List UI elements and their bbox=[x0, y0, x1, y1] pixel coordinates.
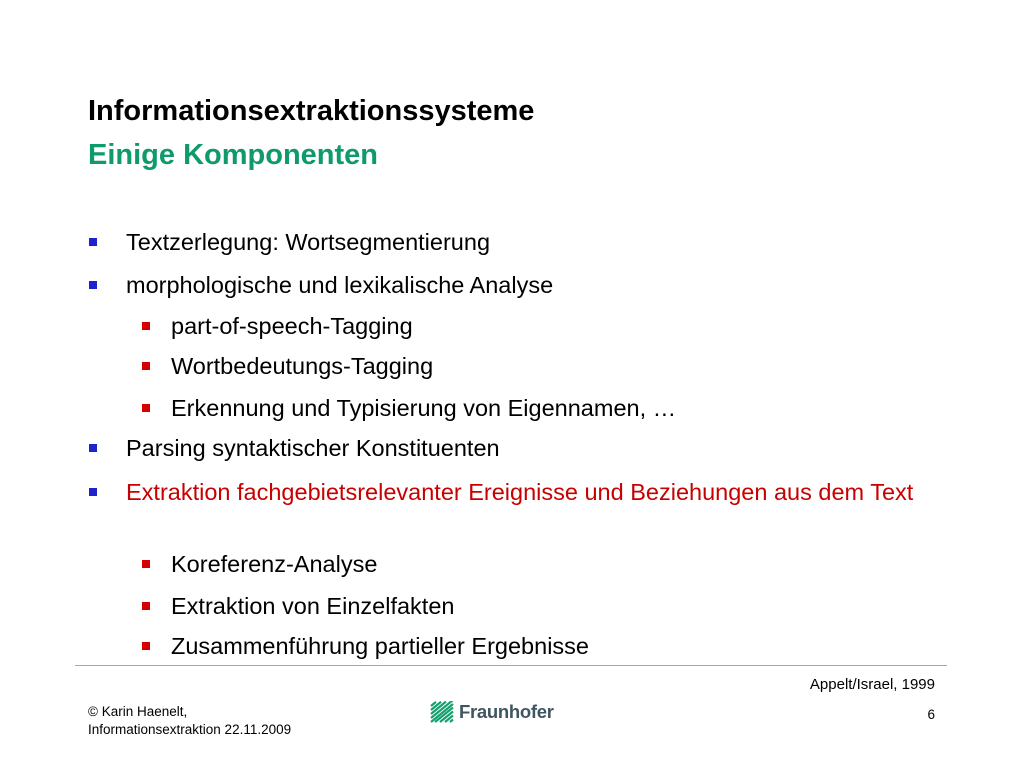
footer-divider bbox=[75, 665, 947, 666]
bullet-text: Extraktion von Einzelfakten bbox=[171, 593, 455, 619]
bullet-square-icon bbox=[89, 281, 97, 289]
sub-bullet-item bbox=[171, 392, 676, 425]
bullet-text: Parsing syntaktischer Konstituenten bbox=[126, 435, 500, 461]
slide-subtitle: Einige Komponenten bbox=[88, 139, 378, 171]
logo-text: Fraunhofer bbox=[459, 701, 554, 722]
fraunhofer-logo-icon bbox=[430, 701, 454, 723]
bullet-text: morphologische und lexikalische Analyse bbox=[126, 272, 554, 298]
bullet-text: Wortbedeutungs-Tagging bbox=[171, 353, 434, 379]
bullet-text: Zusammenführung partieller Ergebnisse bbox=[171, 633, 589, 659]
bullet-square-icon bbox=[89, 238, 97, 246]
bullet-text: Textzerlegung: Wortsegmentierung bbox=[126, 229, 491, 255]
bullet-item bbox=[126, 226, 490, 259]
bullet-square-icon bbox=[142, 602, 150, 610]
sub-bullet-item bbox=[171, 310, 413, 343]
bullet-square-icon bbox=[142, 322, 150, 330]
slide-title: Informationsextraktionssysteme bbox=[88, 95, 535, 127]
bullet-square-icon bbox=[89, 444, 97, 452]
bullet-text: Koreferenz-Analyse bbox=[171, 551, 378, 577]
source-citation: Appelt/Israel, 1999 bbox=[809, 676, 935, 693]
sub-bullet-item bbox=[171, 590, 454, 623]
bullet-square-icon bbox=[142, 404, 150, 412]
bullet-item bbox=[126, 269, 553, 302]
bullet-text: Extraktion fachgebietsrelevanter Ereignisse und Beziehungen aus dem Text bbox=[126, 479, 914, 505]
page-number: 6 bbox=[927, 707, 935, 722]
bullet-item-highlighted bbox=[126, 476, 916, 509]
bullet-item bbox=[126, 432, 500, 465]
copyright-line-1: © Karin Haenelt, bbox=[88, 704, 188, 719]
sub-bullet-item bbox=[171, 630, 589, 663]
bullet-text: Erkennung und Typisierung von Eigennamen, … bbox=[171, 395, 677, 421]
bullet-text: part-of-speech-Tagging bbox=[171, 313, 413, 339]
bullet-square-icon bbox=[142, 560, 150, 568]
fraunhofer-logo bbox=[430, 700, 554, 724]
bullet-square-icon bbox=[89, 488, 97, 496]
footer-copyright bbox=[88, 703, 291, 739]
bullet-square-icon bbox=[142, 362, 150, 370]
copyright-line-2: Informationsextraktion 22.11.2009 bbox=[88, 722, 292, 737]
sub-bullet-item bbox=[171, 350, 433, 383]
bullet-square-icon bbox=[142, 642, 150, 650]
sub-bullet-item bbox=[171, 548, 377, 581]
